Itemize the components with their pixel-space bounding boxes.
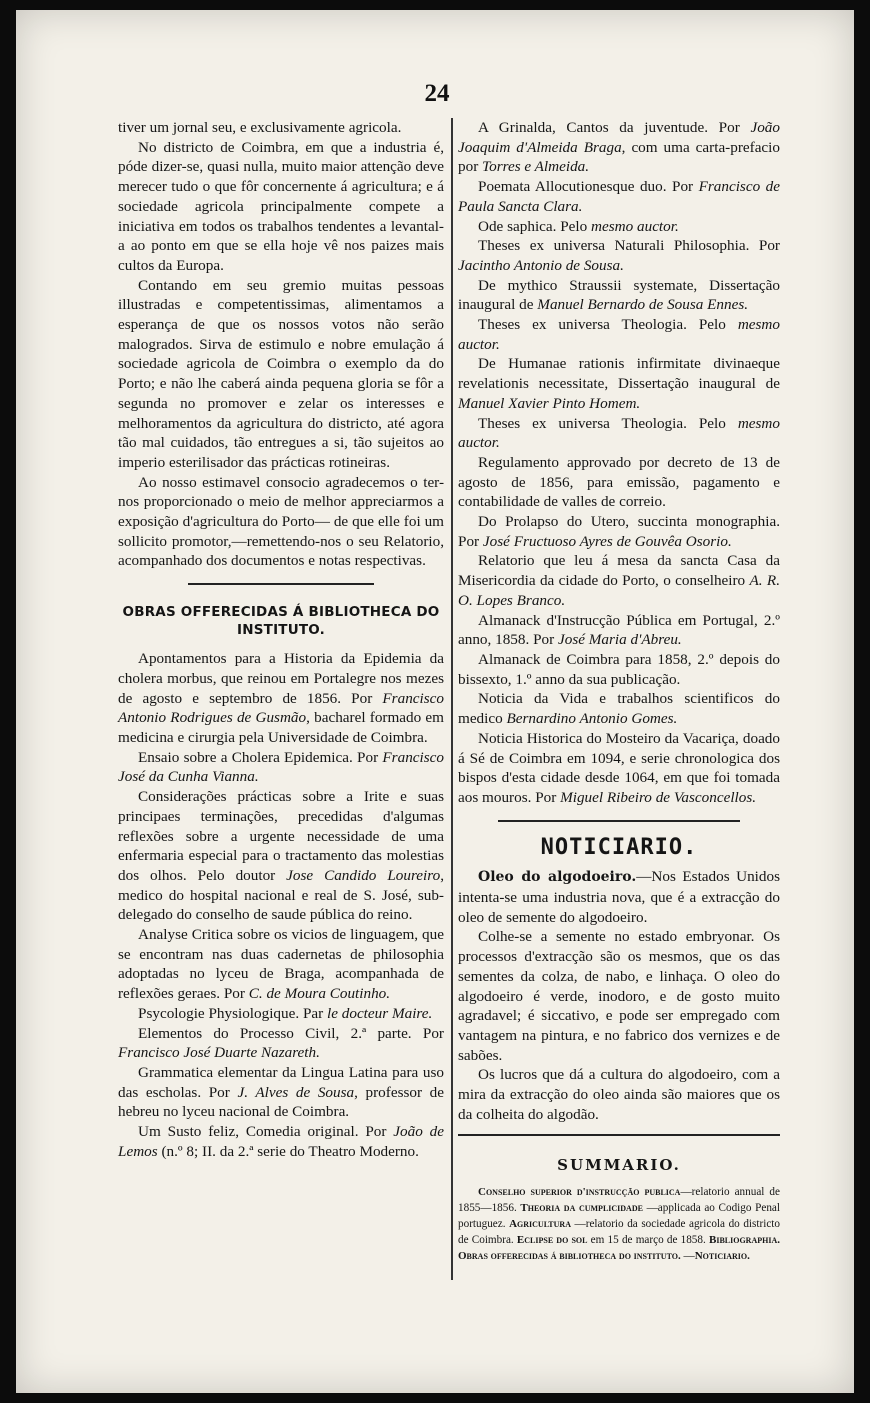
column-rule (451, 118, 453, 1280)
text: em 15 de março de 1858. (587, 1234, 709, 1247)
summary-entry: Eclipse do sol (516, 1234, 588, 1247)
list-item (458, 414, 780, 453)
list-item (118, 1063, 444, 1122)
text: , professor de hebreu no lyceu nacional de Coimbra. (118, 1083, 444, 1121)
list-item (118, 1122, 444, 1161)
text: Theses ex universa Theologia. Pelo (478, 316, 738, 334)
list-item (458, 512, 780, 551)
text: A Grinalda, Cantos da juventude. Por (478, 119, 751, 136)
text: —Nos Estados Unidos intenta-se uma industria nova, que é a extracção do oleo de semente do algodoeiro. (458, 868, 780, 926)
author: José Fructuoso Ayres de Gouvêa Osorio. (482, 532, 732, 550)
text: Noticia da Vida e trabalhos scientificos do medico (458, 690, 780, 728)
text: Do Prolapso do Utero, succinta monographia. Por (458, 513, 780, 550)
paragraph: Os lucros que dá a cultura do algodoeiro, com a mira da extracção do oleo ainda são maiores que os da colheita do algodão. (458, 1066, 780, 1123)
text: Ensaio sobre a Cholera Epidemica. Por (138, 748, 383, 766)
summary-entry: Agricultura (509, 1218, 571, 1231)
list-item (118, 1004, 444, 1024)
list-item: Regulamento approvado por decreto de 13 de agosto de 1856, para emissão, pagamento e contabilidade de valles de correio. (458, 453, 780, 511)
author: Manuel Xavier Pinto Homem. (458, 394, 641, 412)
text: Elementos do Processo Civil, 2.ª parte. Por (138, 1024, 444, 1042)
author: Francisco Antonio Rodrigues de Gusmão (118, 689, 444, 727)
left-column (118, 118, 444, 1161)
list-item (458, 177, 780, 216)
summary (458, 1184, 780, 1264)
text: Ode saphica. Pelo (478, 217, 592, 235)
noticiario-title: NOTICIARIO. (540, 834, 698, 860)
text: Considerações prácticas sobre a Irite e suas principaes terminações, precedidas d'algumas reflexões sobre a urgente necessidade de uma enfermaria especial para o tractamento das molestias dos olhos. Pelo doutor (118, 788, 444, 884)
list-item (458, 729, 780, 808)
author: J. Alves de Sousa (237, 1083, 355, 1101)
author: Miguel Ribeiro de Vasconcellos. (560, 788, 757, 806)
news-title: Oleo do algodoeiro. (478, 869, 637, 886)
summary-entry: Theoria da cumplicidade (520, 1202, 643, 1215)
author: Bernardino Antonio Gomes. (506, 710, 678, 728)
list-item (458, 551, 780, 610)
author: mesmo auctor. (458, 316, 780, 353)
paragraph: Colhe-se a semente no estado embryonar. Os processos d'extracção são os mesmos, que os das sementes da colza, de nabo, e linhaça. O oleo do algodoeiro é verde, inodoro, e de gosto muito agradavel; é siccativo, e pode ser empregado com vantagem na pintura, e no fabrico dos vernizes e de sabões. (458, 928, 780, 1064)
author: João Joaquim d'Almeida Braga (458, 119, 780, 156)
list-item (458, 315, 780, 354)
text: Relatorio que leu á mesa da sancta Casa da Misericordia da cidade do Porto, o conselheiro (458, 552, 780, 590)
text: Analyse Critica sobre os vicios de linguagem, que se encontram nas duas cadernetas de philosophia adoptadas no lyceu de Braga, acompanhada de reflexões geraes. Por (118, 926, 444, 1003)
author: A. R. O. Lopes Branco. (458, 572, 780, 609)
paragraph: No districto de Coimbra, em que a industria é, póde dizer-se, quasi nulla, muito maior attenção deve merecer tudo o que fôr concernente á agricultura; e á sociedade agricola principalmente compete a iniciativa em todos os trabalhos tendentes a levantal-a ao ponto em que se ella hoje vê nos paizes mais cultos da Europa. (118, 138, 444, 274)
author: mesmo auctor. (458, 414, 780, 452)
text: —relatorio annual de 1855—1856. (458, 1186, 780, 1215)
text: , com uma carta-prefacio por (458, 138, 780, 176)
author: Jose Candido Loureiro (286, 866, 441, 884)
list-item: Almanack de Coimbra para 1858, 2.º depois do bissexto, 1.º anno da sua publicação. (458, 650, 780, 688)
divider (118, 571, 444, 597)
summary-entry: Bibliographia. Obras offerecidas á bibliotheca do instituto. (458, 1234, 780, 1263)
divider (458, 808, 780, 834)
text: Um Susto feliz, Comedia original. Por (138, 1123, 394, 1141)
author: Jacintho Antonio de Sousa. (458, 256, 624, 274)
text: De mythico Straussii systemate, Dissertação inaugural de (458, 276, 780, 314)
list-item (458, 611, 780, 650)
text: —applicada ao Codigo Penal portuguez. (458, 1202, 780, 1231)
author: Francisco José Duarte Nazareth. (118, 1044, 320, 1062)
paragraph: Contando em seu gremio muitas pessoas illustradas e competentissimas, alimentamos a esperança de que os nossos votos não serão malogrados. Sirva de estimulo e nobre emulação á sociedade agricola de Coimbra o exemplo da do Porto; e não lhe caberá ainda pequena gloria se fôr a segunda no promover e zelar os interesses e melhoramentos da agricultura do districto, até agora tão mal cuidados, tão entregues a si, tão sujeitos ao imperio esterilisador das prácticas rotineiras. (118, 276, 444, 471)
author: Torres e Almeida. (482, 158, 590, 176)
author: le docteur Maire. (327, 1004, 433, 1022)
list-item (458, 354, 780, 413)
list-item (118, 925, 444, 1004)
text: Psycologie Physiologique. Par (138, 1004, 327, 1022)
paragraph: tiver um jornal seu, e exclusivamente agricola. (118, 119, 402, 136)
text: — (680, 1250, 695, 1263)
divider (458, 1124, 780, 1150)
text: Theses ex universa Naturali Philosophia. Por (478, 237, 780, 255)
author: C. de Moura Coutinho. (248, 985, 391, 1003)
author: mesmo auctor. (591, 217, 679, 235)
author: Francisco de Paula Sancta Clara. (458, 178, 780, 215)
list-item (458, 276, 780, 315)
list-item (458, 217, 780, 237)
text: Apontamentos para a Historia da Epidemia da cholera morbus, que reinou em Portalegre nos mezes de agosto e septembro de 1856. Por (118, 650, 444, 707)
author: José Maria d'Abreu. (557, 631, 682, 649)
section-heading: OBRAS OFFERECIDAS Á BIBLIOTHECA DO INSTITUTO. (122, 604, 440, 639)
text: Almanack d'Instrucção Pública em Portugal, 2.º anno, 1858. Por (458, 611, 780, 649)
list-item (458, 118, 780, 177)
right-column (458, 118, 780, 1264)
summary-entry: Conselho superior d'instrucção publica (478, 1186, 681, 1199)
text: Poemata Allocutionesque duo. Por (478, 178, 699, 196)
paragraph: Ao nosso estimavel consocio agradecemos o ter-nos proporcionado o meio de melhor appreciarmos a exposição d'agricultura do Porto— de que elle foi um sollicito promotor,—remettendo-nos o seu Relatorio, acompanhado dos documentos e notas respectivas. (118, 473, 444, 570)
summary-title: SUMMARIO. (557, 1156, 681, 1175)
summary-entry: Noticiario. (694, 1250, 750, 1263)
page-number: 24 (424, 80, 450, 107)
author: Manuel Bernardo de Sousa Ennes. (537, 296, 749, 314)
text: , medico do hospital nacional e real de S. José, sub-delegado do conselho de saude pública do reino. (118, 866, 445, 924)
text: Noticia Historica do Mosteiro da Vacariça, doado á Sé de Coimbra em 1094, e serie chronologica dos bispos d'esta cidade desde 1064, em que foi tomada aos mouros. Por (458, 729, 780, 806)
list-item (458, 689, 780, 728)
list-item (118, 748, 444, 787)
list-item (118, 787, 444, 925)
list-item (118, 1024, 444, 1063)
text: Theses ex universa Theologia. Pelo (478, 414, 738, 432)
list-item (458, 236, 780, 275)
text: (n.º 8; II. da 2.ª serie do Theatro Moderno. (157, 1142, 419, 1160)
text: De Humanae rationis infirmitate divinaeque revelationis necessitate, Dissertação inaugural de (458, 355, 780, 393)
list-item (118, 649, 444, 748)
text: Grammatica elementar da Lingua Latina para uso das escholas. Por (118, 1063, 444, 1101)
text: , bacharel formado em medicina e cirurgia pela Universidade de Coimbra. (118, 709, 444, 746)
text: —relatorio da sociedade agricola do districto de Coimbra. (458, 1218, 780, 1247)
author: João de Lemos (118, 1123, 444, 1160)
author: Francisco José da Cunha Vianna. (118, 748, 444, 786)
news-item (458, 867, 780, 927)
